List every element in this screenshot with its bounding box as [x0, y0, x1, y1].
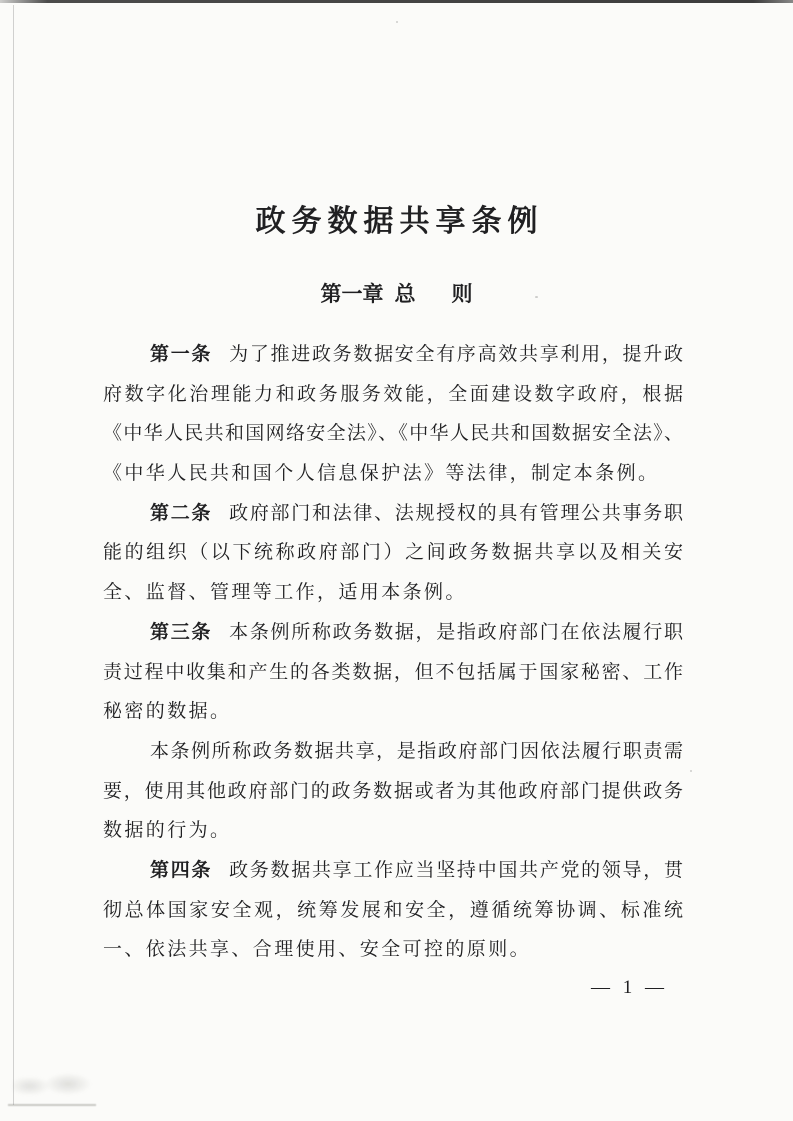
text-line-content: 政务数据共享工作应当坚持中国共产党的领导，贯 — [229, 859, 683, 881]
chapter-heading — [0, 281, 793, 307]
text-line-content: 责过程中收集和产生的各类数据，但不包括属于国家秘密、工作 — [103, 661, 683, 683]
text-line-content: 府数字化治理能力和政务服务效能，全面建设数字政府，根据 — [103, 383, 683, 405]
text-line-content: 要，使用其他政府部门的政务数据或者为其他政府部门提供政务 — [103, 780, 683, 802]
text-line — [103, 533, 683, 573]
text-line — [103, 375, 683, 415]
text-line-content: 为了推进政务数据安全有序高效共享利用，提升政 — [229, 344, 683, 365]
text-line — [103, 335, 683, 375]
scan-top-edge-artifact — [0, 0, 793, 3]
article-number: 第三条 — [150, 621, 213, 643]
text-line-content: 《中华人民共和国网络安全法》、《中华人民共和国数据安全法》、 — [103, 423, 683, 445]
text-line — [103, 414, 683, 454]
text-line — [103, 494, 683, 534]
document-title: 政务数据共享条例 — [255, 205, 544, 238]
text-line — [103, 891, 683, 931]
text-line — [103, 454, 683, 494]
text-line-content: 秘密的数据。 — [103, 701, 232, 723]
scan-speck — [690, 770, 692, 772]
text-line-content: 一、依法共享、合理使用、安全可控的原则。 — [103, 939, 532, 961]
text-line — [103, 811, 683, 851]
text-line — [103, 613, 683, 653]
text-line — [103, 732, 683, 772]
text-line — [103, 692, 683, 732]
text-line-content: 能的组织（以下统称政府部门）之间政务数据共享以及相关安 — [103, 542, 683, 564]
chapter-name-word: 则 — [451, 282, 473, 306]
text-line — [103, 772, 683, 812]
text-line-content: 本条例所称政务数据共享，是指政府部门因依法履行职责需 — [150, 740, 683, 762]
chapter-number: 第一章 — [320, 282, 384, 306]
body-text — [103, 335, 683, 970]
text-line-content: 《中华人民共和国个人信息保护法》等法律，制定本条例。 — [103, 463, 660, 485]
text-line-content: 全、监督、管理等工作，适用本条例。 — [103, 582, 467, 604]
chapter-name-word: 总 — [394, 282, 416, 306]
article-number: 第四条 — [150, 859, 213, 881]
article-number: 第一条 — [150, 344, 213, 365]
scan-smudge-line-artifact — [8, 1104, 96, 1106]
text-line — [103, 851, 683, 891]
text-line-content: 本条例所称政务数据，是指政府部门在依法履行职 — [229, 621, 683, 643]
text-line-content: 数据的行为。 — [103, 820, 232, 842]
scan-left-fold-line — [13, 5, 14, 1105]
scan-smudge-artifact — [12, 1062, 92, 1102]
page-number: — 1 — — [591, 977, 668, 998]
text-line-content: 政府部门和法律、法规授权的具有管理公共事务职 — [229, 502, 683, 524]
text-line — [103, 573, 683, 613]
text-line-content: 彻总体国家安全观，统筹发展和安全，遵循统筹协调、标准统 — [103, 899, 683, 921]
text-line — [103, 930, 683, 970]
article-number: 第二条 — [150, 502, 213, 524]
scan-speck — [396, 21, 398, 23]
text-line — [103, 653, 683, 693]
